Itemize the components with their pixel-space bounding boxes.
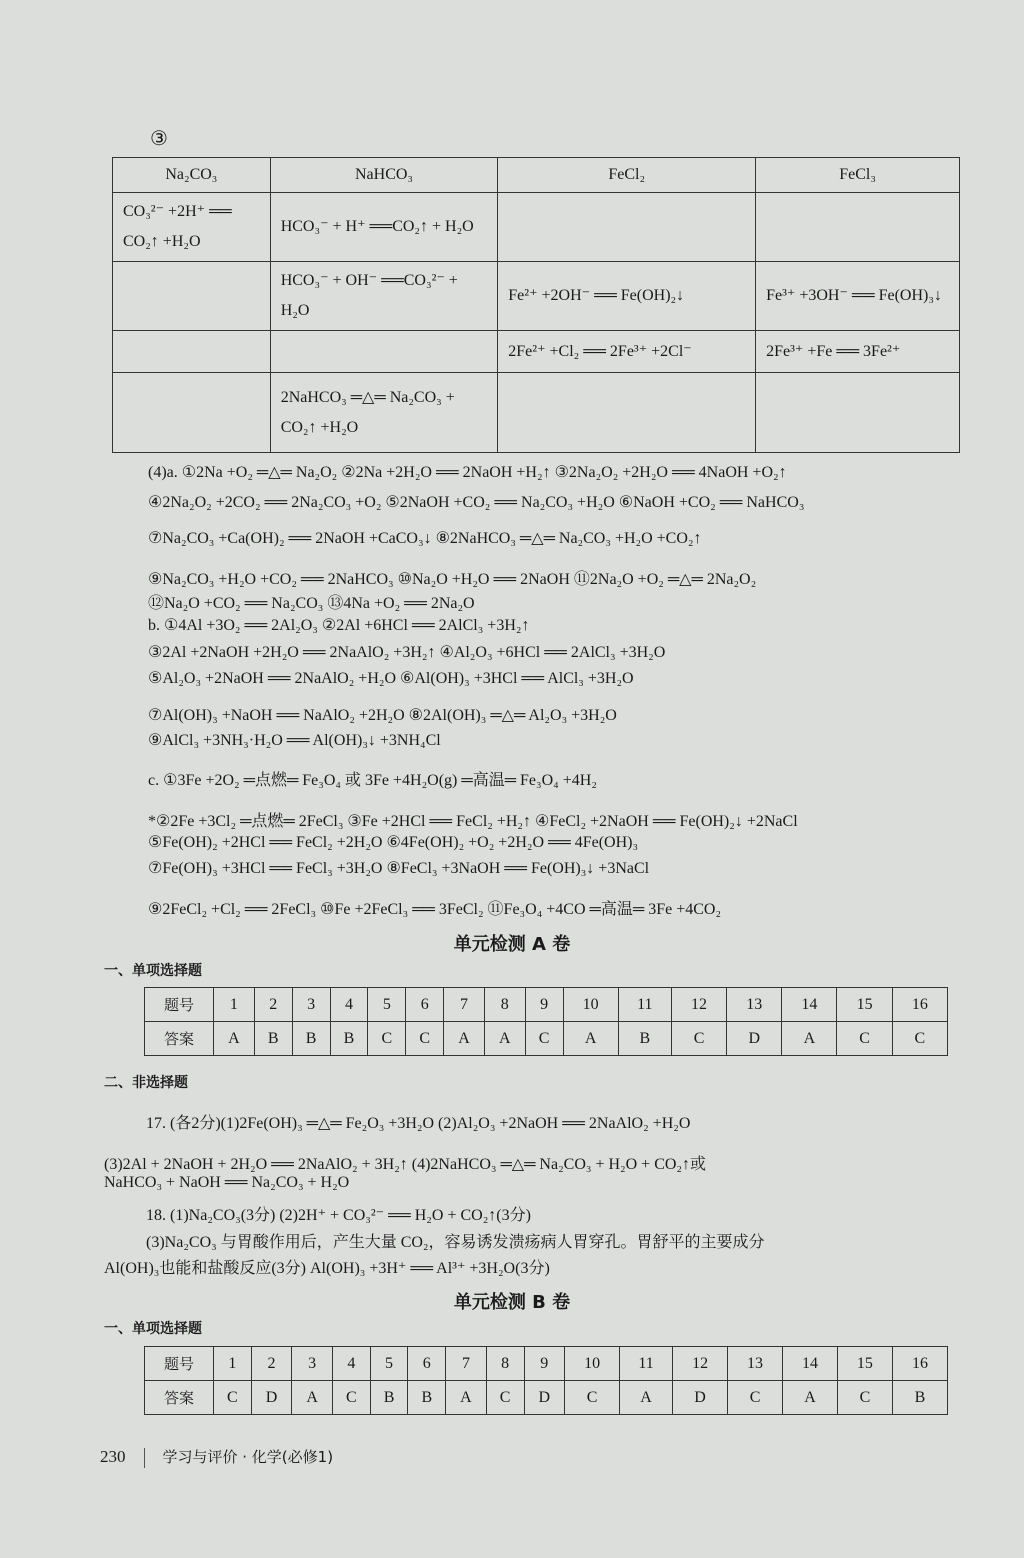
table-cell: CO₃²⁻ +2H⁺ ══ CO₂↑ +H₂O	[113, 193, 271, 262]
question-number: 12	[671, 988, 726, 1022]
equation-line: ⑦Fe(OH)₃ +3HCl ══ FeCl₃ +3H₂O ⑧FeCl₃ +3NaOH ══ Fe(OH)₃↓ +3NaCl	[148, 860, 650, 877]
book-title: 学习与评价 · 化学(必修1)	[162, 1448, 334, 1466]
answer-cell: C	[214, 1381, 252, 1415]
answer-cell: C	[565, 1381, 620, 1415]
question-number: 14	[783, 1347, 838, 1381]
answer-18-line-2: (3)Na₂CO₃ 与胃酸作用后，产生大量 CO₂，容易诱发溃疡病人胃穿孔。胃舒平的主要成分	[146, 1234, 765, 1251]
page-footer	[100, 1446, 333, 1468]
footer-divider	[144, 1448, 145, 1468]
answer-cell: A	[292, 1381, 333, 1415]
answer-cell: C	[332, 1381, 370, 1415]
question-number: 1	[214, 1347, 252, 1381]
question-number: 4	[330, 988, 368, 1022]
table-row	[145, 1347, 948, 1381]
answer-cell: A	[484, 1022, 525, 1056]
question-number: 10	[563, 988, 618, 1022]
comparison-table	[112, 157, 960, 453]
table-cell	[498, 373, 756, 453]
answer-cell: C	[525, 1022, 563, 1056]
question-number: 9	[525, 988, 563, 1022]
question-number: 5	[370, 1347, 408, 1381]
question-number: 10	[565, 1347, 620, 1381]
table-cell: Fe²⁺ +2OH⁻ ══ Fe(OH)₂↓	[498, 262, 756, 331]
question-number: 9	[524, 1347, 565, 1381]
question-number: 3	[292, 1347, 333, 1381]
question-number: 13	[727, 988, 782, 1022]
unit-a-section-2: 二、非选择题	[104, 1075, 188, 1091]
table-row	[145, 1022, 948, 1056]
answer-cell: A	[782, 1022, 837, 1056]
question-number: 8	[486, 1347, 524, 1381]
unit-b-section-1: 一、单项选择题	[104, 1321, 202, 1337]
table-header-row	[113, 158, 960, 193]
question-number: 1	[214, 988, 255, 1022]
unit-a-answer-table	[144, 987, 948, 1056]
unit-a-section-1: 一、单项选择题	[104, 963, 202, 979]
table-header: FeCl₃	[756, 158, 960, 193]
equation-line: ④2Na₂O₂ +2CO₂ ══ 2Na₂CO₃ +O₂ ⑤2NaOH +CO₂ ══ Na₂CO₃ +H₂O ⑥NaOH +CO₂ ══ NaHCO₃	[148, 494, 805, 511]
equation-line: ⑨Na₂CO₃ +H₂O +CO₂ ══ 2NaHCO₃ ⑩Na₂O +H₂O ══ 2NaOH ⑪2Na₂O +O₂ ═△═ 2Na₂O₂	[148, 571, 757, 588]
table-header: NaHCO₃	[270, 158, 498, 193]
answer-cell: A	[214, 1022, 255, 1056]
equation-line: b. ①4Al +3O₂ ══ 2Al₂O₃ ②2Al +6HCl ══ 2AlCl₃ +3H₂↑	[148, 617, 530, 634]
answer-cell: D	[251, 1381, 292, 1415]
question-number: 3	[292, 988, 330, 1022]
question-number: 16	[892, 988, 947, 1022]
row-label: 答案	[145, 1381, 214, 1415]
table-cell	[756, 373, 960, 453]
answer-cell: C	[892, 1022, 947, 1056]
question-number: 16	[892, 1347, 947, 1381]
answer-cell: B	[292, 1022, 330, 1056]
answer-cell: B	[618, 1022, 671, 1056]
answer-cell: C	[837, 1022, 892, 1056]
table-row	[145, 988, 948, 1022]
answer-cell: A	[446, 1381, 487, 1415]
section-marker: ③	[150, 128, 168, 150]
question-number: 12	[673, 1347, 728, 1381]
equation-line: ⑦Na₂CO₃ +Ca(OH)₂ ══ 2NaOH +CaCO₃↓ ⑧2NaHCO₃ ═△═ Na₂CO₃ +H₂O +CO₂↑	[148, 530, 702, 547]
question-number: 15	[837, 988, 892, 1022]
table-cell	[113, 331, 271, 373]
table-cell: Fe³⁺ +3OH⁻ ══ Fe(OH)₃↓	[756, 262, 960, 331]
unit-b-title: 单元检测 B 卷	[453, 1292, 571, 1313]
question-number: 4	[332, 1347, 370, 1381]
answer-cell: B	[370, 1381, 408, 1415]
answer-cell: B	[892, 1381, 947, 1415]
question-number: 7	[444, 988, 485, 1022]
question-number: 11	[620, 1347, 673, 1381]
answer-cell: A	[620, 1381, 673, 1415]
answer-cell: B	[408, 1381, 446, 1415]
table-cell	[498, 193, 756, 262]
equation-line: ⑨AlCl₃ +3NH₃·H₂O ══ Al(OH)₃↓ +3NH₄Cl	[148, 732, 441, 749]
row-label: 答案	[145, 1022, 214, 1056]
table-header: Na₂CO₃	[113, 158, 271, 193]
answer-cell: C	[368, 1022, 406, 1056]
table-cell: HCO₃⁻ + OH⁻ ══CO₃²⁻ + H₂O	[270, 262, 498, 331]
answer-18-line-3: Al(OH)₃也能和盐酸反应(3分) Al(OH)₃ +3H⁺ ══ Al³⁺ +3H₂O(3分)	[104, 1260, 550, 1277]
page-number: 230	[100, 1447, 126, 1466]
equation-line: (4)a. ①2Na +O₂ ═△═ Na₂O₂ ②2Na +2H₂O ══ 2NaOH +H₂↑ ③2Na₂O₂ +2H₂O ══ 4NaOH +O₂↑	[148, 464, 787, 481]
table-cell: HCO₃⁻ + H⁺ ══CO₂↑ + H₂O	[270, 193, 498, 262]
answer-17-line-2: (3)2Al + 2NaOH + 2H₂O ══ 2NaAlO₂ + 3H₂↑ (4)2NaHCO₃ ═△═ Na₂CO₃ + H₂O + CO₂↑或	[104, 1156, 706, 1173]
answer-cell: D	[673, 1381, 728, 1415]
question-number: 6	[406, 988, 444, 1022]
table-row	[145, 1381, 948, 1415]
question-number: 2	[254, 988, 292, 1022]
answer-cell: C	[728, 1381, 783, 1415]
unit-b-answer-table	[144, 1346, 948, 1415]
answer-cell: B	[254, 1022, 292, 1056]
answer-cell: A	[783, 1381, 838, 1415]
answer-18-line-1: 18. (1)Na₂CO₃(3分) (2)2H⁺ + CO₃²⁻ ══ H₂O + CO₂↑(3分)	[146, 1207, 531, 1224]
question-number: 7	[446, 1347, 487, 1381]
equation-line: ⑫Na₂O +CO₂ ══ Na₂CO₃ ⑬4Na +O₂ ══ 2Na₂O	[148, 595, 475, 612]
row-label: 题号	[145, 1347, 214, 1381]
equation-line: ③2Al +2NaOH +2H₂O ══ 2NaAlO₂ +3H₂↑ ④Al₂O₃ +6HCl ══ 2AlCl₃ +3H₂O	[148, 644, 666, 661]
equation-line: ⑤Al₂O₃ +2NaOH ══ 2NaAlO₂ +H₂O ⑥Al(OH)₃ +3HCl ══ AlCl₃ +3H₂O	[148, 670, 634, 687]
table-row	[113, 331, 960, 373]
answer-17-line-1: 17. (各2分)(1)2Fe(OH)₃ ═△═ Fe₂O₃ +3H₂O (2)Al₂O₃ +2NaOH ══ 2NaAlO₂ +H₂O	[146, 1115, 691, 1132]
question-number: 8	[484, 988, 525, 1022]
equation-line: ⑤Fe(OH)₂ +2HCl ══ FeCl₂ +2H₂O ⑥4Fe(OH)₂ +O₂ +2H₂O ══ 4Fe(OH)₃	[148, 834, 639, 851]
table-cell	[113, 262, 271, 331]
question-number: 6	[408, 1347, 446, 1381]
answer-cell: C	[406, 1022, 444, 1056]
question-number: 15	[837, 1347, 892, 1381]
answer-cell: C	[671, 1022, 726, 1056]
answer-cell: A	[563, 1022, 618, 1056]
table-cell: 2Fe²⁺ +Cl₂ ══ 2Fe³⁺ +2Cl⁻	[498, 331, 756, 373]
question-number: 5	[368, 988, 406, 1022]
table-cell	[113, 373, 271, 453]
equation-line: *②2Fe +3Cl₂ ═点燃═ 2FeCl₃ ③Fe +2HCl ══ FeCl₂ +H₂↑ ④FeCl₂ +2NaOH ══ Fe(OH)₂↓ +2NaCl	[148, 813, 798, 830]
table-row	[113, 262, 960, 331]
question-number: 11	[618, 988, 671, 1022]
table-cell: 2NaHCO₃ ═△═ Na₂CO₃ + CO₂↑ +H₂O	[270, 373, 498, 453]
equation-line: c. ①3Fe +2O₂ ═点燃═ Fe₃O₄ 或 3Fe +4H₂O(g) ═高温═ Fe₃O₄ +4H₂	[148, 772, 597, 789]
answer-cell: A	[444, 1022, 485, 1056]
table-header: FeCl₂	[498, 158, 756, 193]
answer-cell: D	[524, 1381, 565, 1415]
table-cell	[756, 193, 960, 262]
answer-cell: C	[486, 1381, 524, 1415]
table-cell: 2Fe³⁺ +Fe ══ 3Fe²⁺	[756, 331, 960, 373]
answer-cell: B	[330, 1022, 368, 1056]
answer-cell: C	[837, 1381, 892, 1415]
row-label: 题号	[145, 988, 214, 1022]
equation-line: ⑨2FeCl₂ +Cl₂ ══ 2FeCl₃ ⑩Fe +2FeCl₃ ══ 3FeCl₂ ⑪Fe₃O₄ +4CO ═高温═ 3Fe +4CO₂	[148, 901, 722, 918]
table-cell	[270, 331, 498, 373]
table-row	[113, 373, 960, 453]
equation-line: ⑦Al(OH)₃ +NaOH ══ NaAlO₂ +2H₂O ⑧2Al(OH)₃ ═△═ Al₂O₃ +3H₂O	[148, 707, 617, 724]
question-number: 13	[728, 1347, 783, 1381]
table-row	[113, 193, 960, 262]
answer-cell: D	[727, 1022, 782, 1056]
unit-a-title: 单元检测 A 卷	[453, 934, 571, 955]
answer-17-line-3: NaHCO₃ + NaOH ══ Na₂CO₃ + H₂O	[104, 1174, 350, 1191]
question-number: 2	[251, 1347, 292, 1381]
question-number: 14	[782, 988, 837, 1022]
